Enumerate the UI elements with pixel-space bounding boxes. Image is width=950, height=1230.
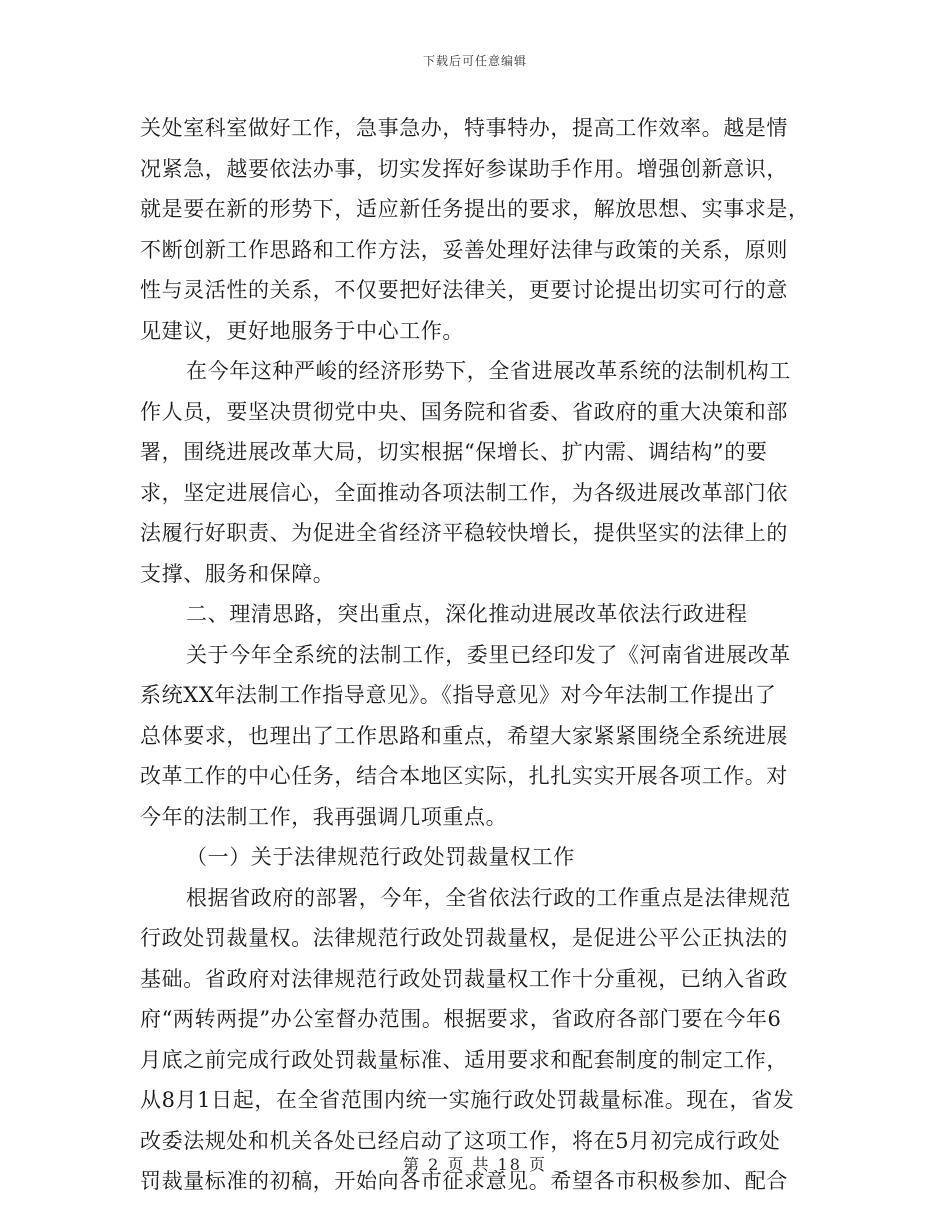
text-line: 今年的法制工作，我再强调几项重点。: [140, 804, 508, 829]
text-line: 改委法规处和机关各处已经启动了这项工作，将在5月初完成行政处: [140, 1128, 781, 1153]
page-header: 下载后可任意编辑: [422, 54, 527, 68]
text-line: 支撑、服务和保障。: [140, 561, 335, 586]
page-number: 第 2 页 共 18 页: [403, 1155, 547, 1174]
subsection-heading: （一）关于法律规范行政处罚裁量权工作: [186, 845, 575, 869]
text-line: 系统XX年法制工作指导意见》。《指导意见》对今年法制工作提出了: [140, 683, 777, 707]
text-line: 罚裁量标准的初稿，开始向各市征求意见。希望各市积极参加、配合: [140, 1169, 788, 1193]
text-line: 基础。省政府对法律规范行政处罚裁量权工作十分重视，已纳入省政: [140, 966, 788, 991]
text-line: 见建议，更好地服务于中心工作。: [140, 318, 464, 343]
text-line: 总体要求，也理出了工作思路和重点，希望大家紧紧围绕全系统进展: [140, 723, 788, 748]
text-line: 署，围绕进展改革大局，切实根据“保增长、扩内需、调结构”的要: [140, 440, 768, 464]
text-line: 求，坚定进展信心，全面推动各项法制工作，为各级进展改革部门依: [140, 480, 788, 505]
text-line: 法履行好职责、为促进全省经济平稳较快增长，提供坚实的法律上的: [140, 521, 788, 545]
text-line: 就是要在新的形势下，适应新任务提出的要求，解放思想、实事求是，: [140, 197, 810, 221]
paragraph-first-line: 根据省政府的部署，今年，全省依法行政的工作重点是法律规范: [186, 885, 791, 910]
text-line: 府“两转两提”办公室督办范围。根据要求，省政府各部门要在今年6: [140, 1007, 782, 1031]
text-line: 改革工作的中心任务，结合本地区实际，扎扎实实开展各项工作。对: [140, 764, 788, 788]
section-heading: 二、理清思路，突出重点，深化推动进展改革依法行政进程: [186, 602, 748, 626]
text-line: 不断创新工作思路和工作方法，妥善处理好法律与政策的关系，原则: [140, 237, 788, 262]
text-line: 性与灵活性的关系，不仅要把好法律关，更要讨论提出切实可行的意: [140, 278, 788, 302]
text-line: 行政处罚裁量权。法律规范行政处罚裁量权，是促进公平公正执法的: [140, 926, 788, 950]
text-line: 关处室科室做好工作，急事急办，特事特办，提高工作效率。越是情: [140, 116, 788, 140]
document-body: [140, 108, 812, 1202]
paragraph-first-line: 在今年这种严峻的经济形势下，全省进展改革系统的法制机构工: [186, 359, 791, 383]
text-line: 况紧急，越要依法办事，切实发挥好参谋助手作用。增强创新意识，: [140, 156, 788, 181]
text-line: 月底之前完成行政处罚裁量标准、适用要求和配套制度的制定工作，: [140, 1047, 788, 1072]
text-line: 从8月1日起，在全省范围内统一实施行政处罚裁量标准。现在，省发: [140, 1088, 795, 1112]
text-line: 作人员，要坚决贯彻党中央、国务院和省委、省政府的重大决策和部: [140, 399, 788, 424]
paragraph-first-line: 关于今年全系统的法制工作，委里已经印发了《河南省进展改革: [186, 642, 791, 667]
